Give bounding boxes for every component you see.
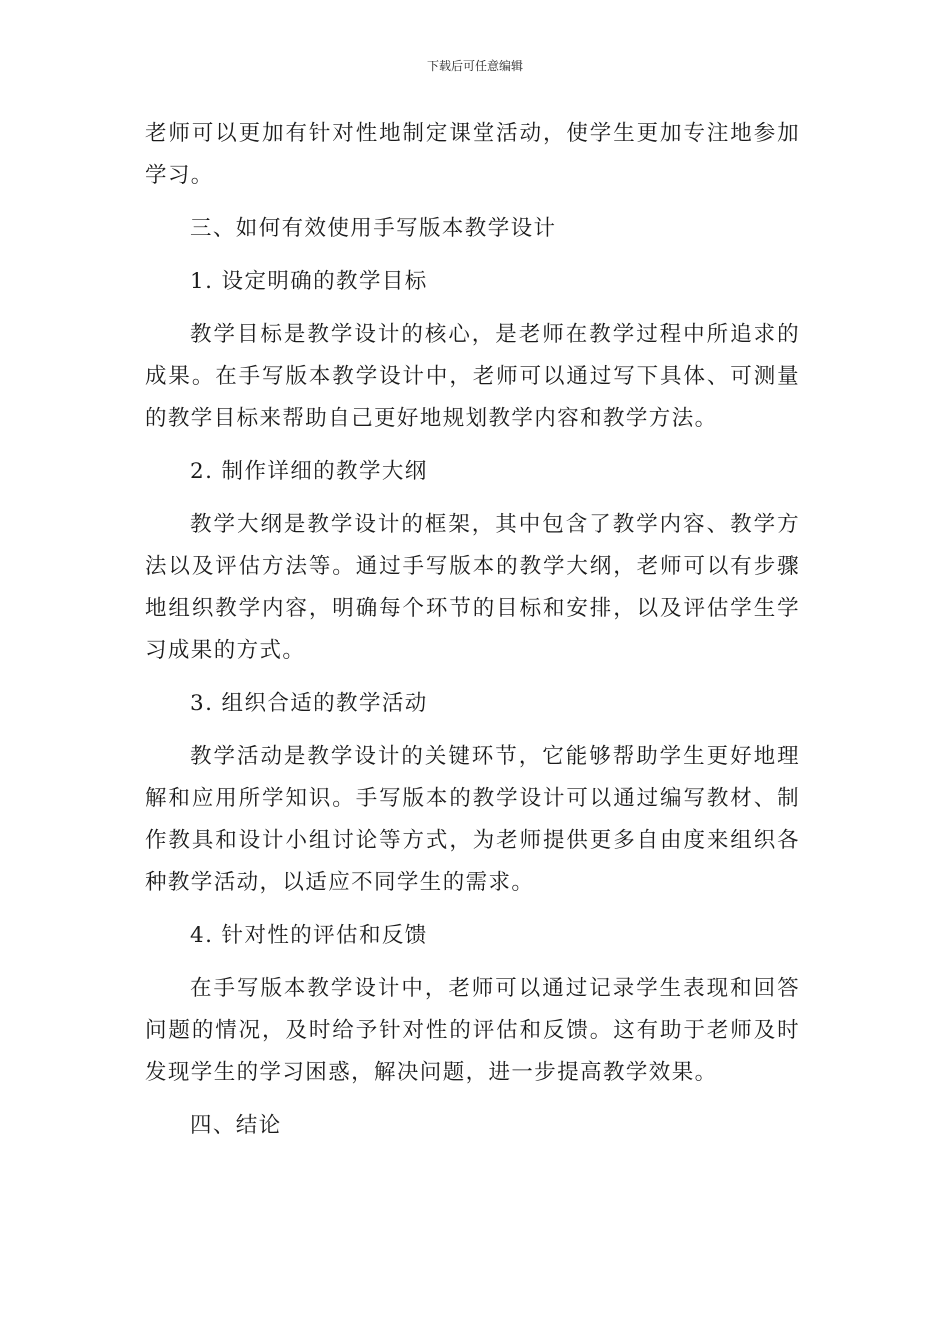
paragraph-feedback: 在手写版本教学设计中，老师可以通过记录学生表现和回答问题的情况，及时给予针对性的评估和反馈。这有助于老师及时发现学生的学习困惑，解决问题，进一步提高教学效果。	[145, 976, 800, 1085]
section-heading-3: 三、如何有效使用手写版本教学设计	[190, 216, 557, 241]
document-body	[145, 113, 800, 1147]
subheading-4: 4. 针对性的评估和反馈	[190, 923, 428, 948]
paragraph-continuation: 老师可以更加有针对性地制定课堂活动，使学生更加专注地参加学习。	[145, 121, 800, 188]
section-heading-4: 四、结论	[190, 1113, 282, 1138]
paragraph-syllabus: 教学大纲是教学设计的框架，其中包含了教学内容、教学方法以及评估方法等。通过手写版本的教学大纲，老师可以有步骤地组织教学内容，明确每个环节的目标和安排，以及评估学生学习成果的方式。	[145, 512, 800, 663]
paragraph-activities: 教学活动是教学设计的关键环节，它能够帮助学生更好地理解和应用所学知识。手写版本的教学设计可以通过编写教材、制作教具和设计小组讨论等方式，为老师提供更多自由度来组织各种教学活动，以适应不同学生的需求。	[145, 744, 800, 895]
paragraph-teaching-goals: 教学目标是教学设计的核心，是老师在教学过程中所追求的成果。在手写版本教学设计中，老师可以通过写下具体、可测量的教学目标来帮助自己更好地规划教学内容和教学方法。	[145, 322, 800, 431]
page-header-note: 下载后可任意编辑	[426, 59, 523, 73]
subheading-1: 1. 设定明确的教学目标	[190, 269, 428, 294]
subheading-2: 2. 制作详细的教学大纲	[190, 459, 428, 484]
subheading-3: 3. 组织合适的教学活动	[190, 691, 428, 716]
